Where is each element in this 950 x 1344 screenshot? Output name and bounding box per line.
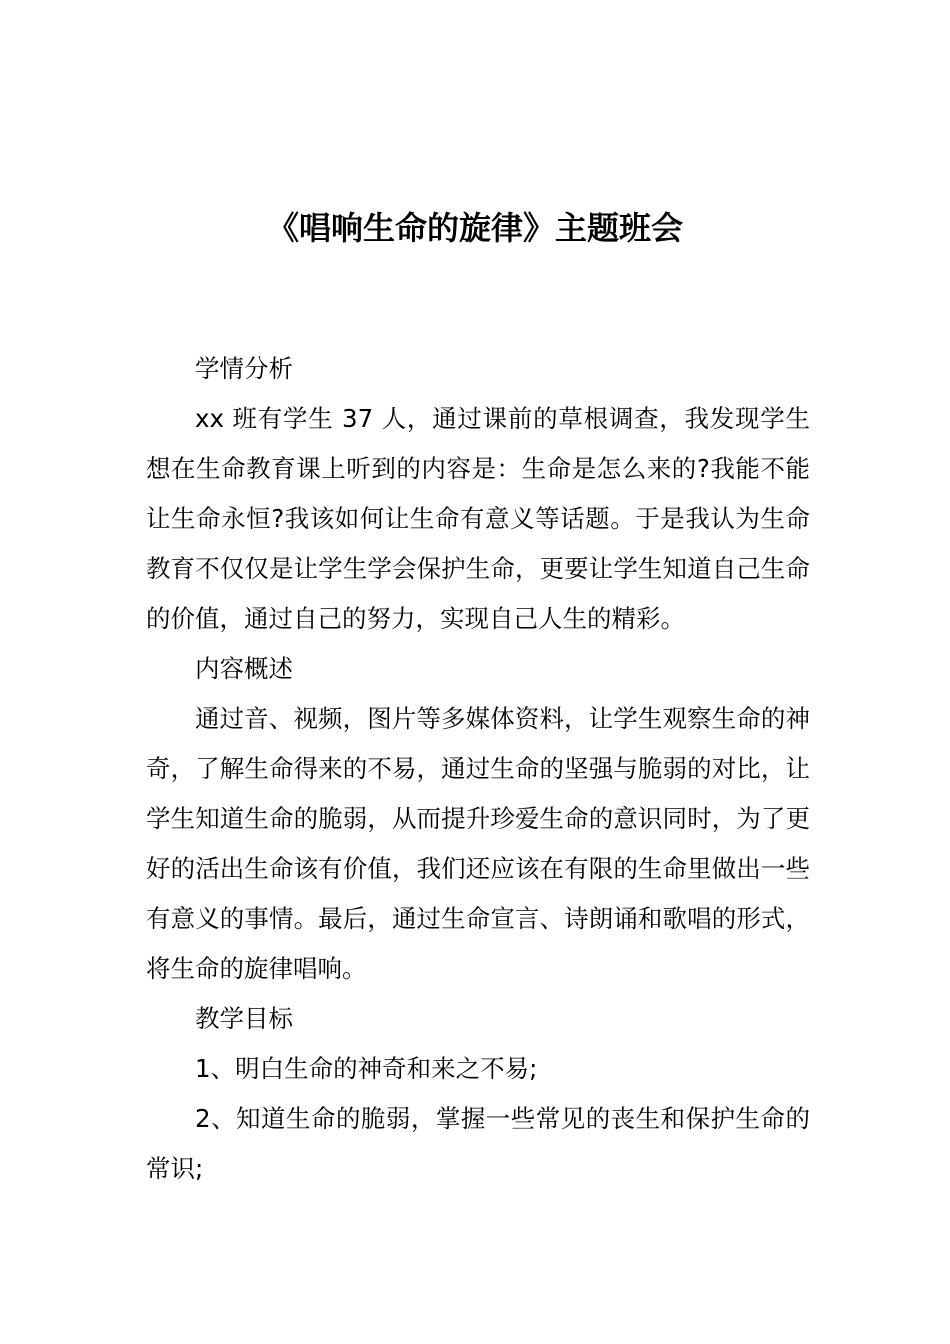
list-item-goal-1: 1、明白生命的神奇和来之不易; <box>195 1054 538 1083</box>
section-heading-teaching-goals: 教学目标 <box>195 1004 293 1033</box>
document-title: 《唱响生命的旋律》主题班会 <box>266 209 683 247</box>
section-heading-content-overview: 内容概述 <box>195 654 293 683</box>
paragraph-content-overview: 通过音、视频，图片等多媒体资料，让学生观察生命的神奇，了解生命得来的不易，通过生命的坚强与脆弱的对比，让学生知道生命的脆弱，从而提升珍爱生命的意识同时，为了更好的活出生命该有价值，我们还应该在有限的生命里做出一些有意义的事情。最后，通过生命宣言、诗朗诵和歌唱的形式，将生命的旋律唱响。 <box>146 704 810 983</box>
list-item-goal-2: 2、知道生命的脆弱，掌握一些常见的丧生和保护生命的常识; <box>146 1104 810 1183</box>
paragraph-learning-analysis: xx 班有学生 37 人，通过课前的草根调查，我发现学生想在生命教育课上听到的内容是：生命是怎么来的?我能不能让生命永恒?我该如何让生命有意义等话题。于是我认为生命教育不仅仅是让学生学会保护生命，更要让学生知道自己生命的价值，通过自己的努力，实现自己人生的精彩。 <box>146 404 810 633</box>
document-body <box>146 344 810 1194</box>
section-heading-learning-analysis: 学情分析 <box>195 354 293 383</box>
